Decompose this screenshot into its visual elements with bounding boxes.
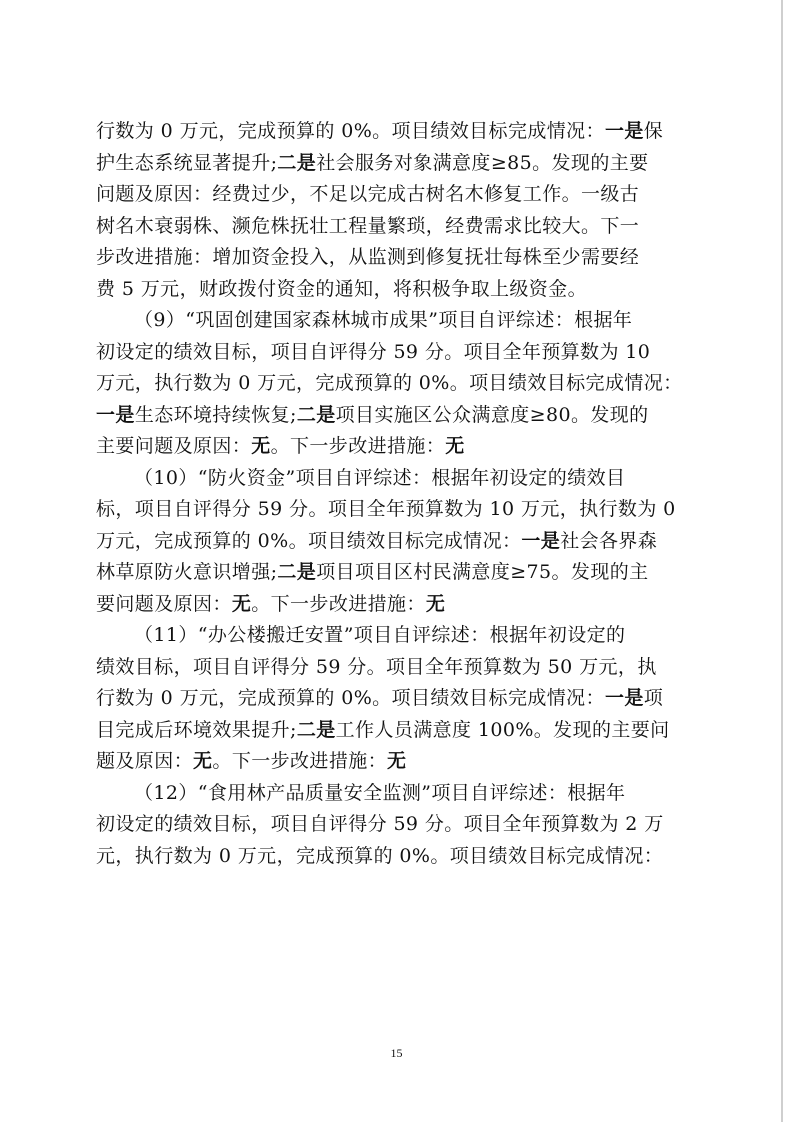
text-run: 护生态系统显著提升;: [96, 151, 278, 174]
bold-text-run: 无: [387, 750, 407, 772]
bold-text-run: 二是: [296, 403, 336, 426]
paragraph: [96, 305, 696, 463]
paragraph: [96, 620, 696, 778]
text-run: 林草原防火意识增强;: [96, 561, 278, 583]
text-line: [96, 715, 696, 747]
text-run: 问题及原因：经费过少，不足以完成古树名木修复工作。一级古: [96, 183, 640, 205]
text-run: 。下一步改进措施：: [251, 592, 426, 615]
bold-text-run: 无: [193, 750, 213, 772]
text-line: [96, 557, 696, 589]
bold-text-run: 二是: [277, 151, 317, 174]
text-run: 生态环境持续恢复;: [134, 403, 297, 426]
text-line: [96, 746, 696, 778]
text-run: 费 5 万元，财政拨付资金的通知，将积极争取上级资金。: [96, 277, 587, 300]
text-run: 项目实施区公众满意度≥80。发现的: [335, 403, 649, 426]
bold-text-run: 一是: [96, 403, 135, 426]
text-run: 社会各界森: [560, 529, 658, 552]
text-run: 初设定的绩效目标，项目自评得分 59 分。项目全年预算数为 10: [96, 340, 651, 363]
text-run: 要问题及原因：: [96, 592, 232, 615]
text-run: 题及原因：: [96, 750, 194, 772]
text-run: （12）“食用林产品质量安全监测”项目自评综述：根据年: [134, 781, 626, 804]
text-run: 标，项目自评得分 59 分。项目全年预算数为 10 万元，执行数为 0: [96, 498, 676, 520]
text-run: 行数为 0 万元，完成预算的 0%。项目绩效目标完成情况：: [96, 687, 605, 709]
text-run: 行数为 0 万元，完成预算的 0%。项目绩效目标完成情况：: [96, 120, 605, 142]
page-edge-shadow: [781, 0, 783, 1122]
text-run: 主要问题及原因：: [96, 435, 252, 457]
page-number: 15: [390, 1046, 403, 1060]
text-line: [96, 652, 696, 684]
text-run: 步改进措施：增加资金投入，从监测到修复抚壮每株至少需要经: [96, 246, 640, 268]
text-run: 万元，执行数为 0 万元，完成预算的 0%。项目绩效目标完成情况：: [96, 372, 683, 394]
text-run: 。下一步改进措施：: [212, 750, 388, 772]
text-run: 项: [643, 687, 664, 709]
text-run: 万元，完成预算的 0%。项目绩效目标完成情况：: [96, 529, 522, 552]
text-run: 绩效目标，项目自评得分 59 分。项目全年预算数为 50 万元，执: [96, 655, 657, 678]
text-line: [96, 148, 696, 180]
text-line: [96, 778, 696, 810]
text-run: 树名木衰弱株、濒危株抚壮工程量繁琐，经费需求比较大。下一: [96, 214, 640, 237]
text-run: 项目项目区村民满意度≥75。发现的主: [316, 561, 649, 583]
text-line: [96, 463, 696, 495]
bold-text-run: 无: [231, 592, 252, 615]
text-line: [96, 526, 696, 558]
text-line: [96, 494, 696, 526]
text-line: [96, 620, 696, 652]
paragraph: [96, 116, 696, 305]
text-line: [96, 179, 696, 211]
bold-text-run: 一是: [604, 687, 644, 709]
text-run: 社会服务对象满意度≥85。发现的主要: [316, 151, 649, 174]
text-run: （10）“防火资金”项目自评综述：根据年初设定的绩效目: [134, 466, 626, 489]
paragraph: [96, 778, 696, 873]
text-line: [96, 589, 696, 621]
text-line: [96, 211, 696, 243]
text-line: [96, 431, 696, 463]
text-line: [96, 841, 696, 873]
text-line: [96, 242, 696, 274]
text-line: [96, 683, 696, 715]
bold-text-run: 一是: [521, 529, 561, 552]
bold-text-run: 二是: [277, 561, 317, 583]
text-run: 元，执行数为 0 万元，完成预算的 0%。项目绩效目标完成情况：: [96, 844, 664, 867]
bold-text-run: 无: [445, 435, 465, 457]
bold-text-run: 一是: [604, 120, 644, 142]
body-text: [96, 116, 696, 872]
text-run: （9）“巩固创建国家森林城市成果”项目自评综述：根据年: [134, 309, 633, 331]
text-run: 初设定的绩效目标，项目自评得分 59 分。项目全年预算数为 2 万: [96, 813, 664, 835]
text-line: [96, 116, 696, 148]
text-run: 工作人员满意度 100%。发现的主要问: [335, 718, 670, 741]
text-line: [96, 305, 696, 337]
bold-text-run: 无: [425, 592, 446, 615]
text-line: [96, 368, 696, 400]
text-line: [96, 809, 696, 841]
text-run: 。下一步改进措施：: [270, 435, 446, 457]
text-line: [96, 337, 696, 369]
bold-text-run: 二是: [296, 718, 336, 741]
text-run: 目完成后环境效果提升;: [96, 718, 297, 741]
text-run: 保: [643, 120, 664, 142]
text-line: [96, 400, 696, 432]
bold-text-run: 无: [251, 435, 271, 457]
text-line: [96, 274, 696, 306]
text-run: （11）“办公楼搬迁安置”项目自评综述：根据年初设定的: [134, 624, 626, 646]
paragraph: [96, 463, 696, 621]
